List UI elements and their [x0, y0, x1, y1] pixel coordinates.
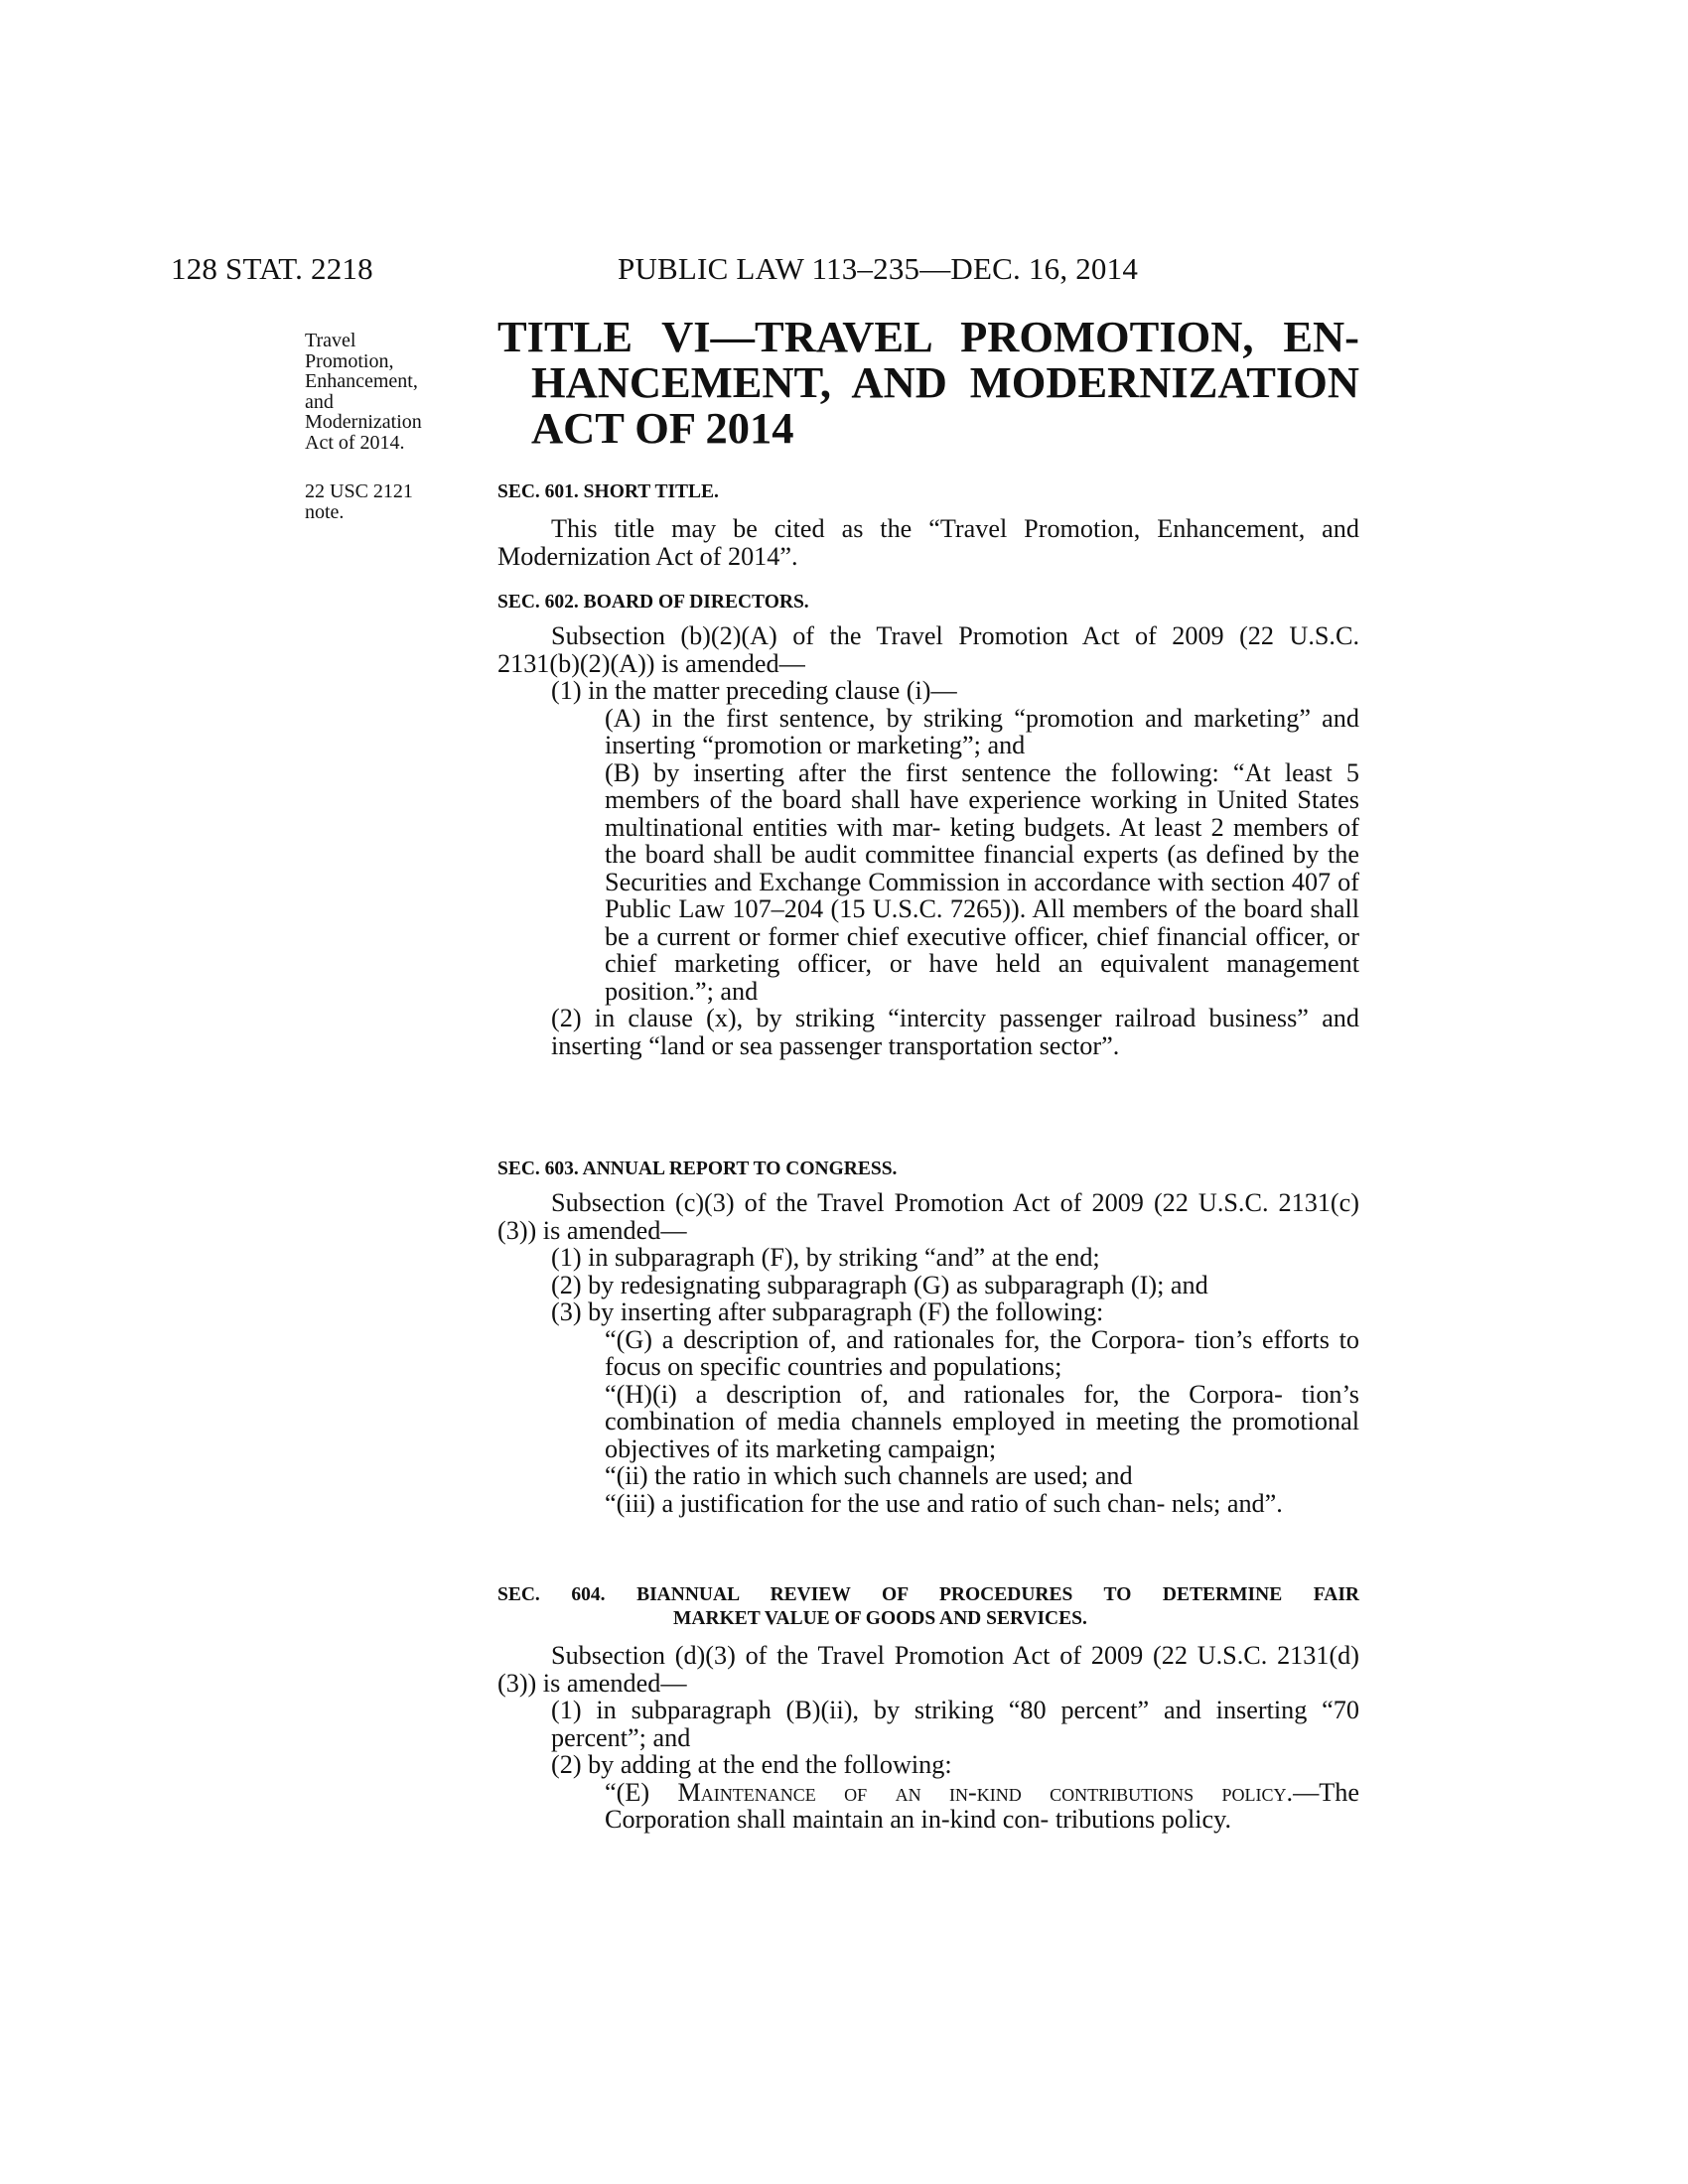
- sidenote-line: note.: [305, 500, 345, 523]
- sec-601-text: This title may be cited as the “Travel Promotion, Enhancement, and Modernization Act of 2014”.: [497, 514, 1359, 571]
- sec-602-para-1: [497, 677, 1359, 705]
- sec-602-intro: Subsection (b)(2)(A) of the Travel Promotion Act of 2009 (22 U.S.C. 2131(b)(2)(A)) is amended—: [497, 621, 1359, 678]
- sidenote-act-name: [305, 331, 464, 453]
- title-line-1: TITLE VI—TRAVEL PROMOTION, EN-: [497, 312, 1359, 361]
- public-law-header: PUBLIC LAW 113–235—DEC. 16, 2014: [618, 251, 1139, 286]
- sec-604-quote-E-heading: Maintenance of an in-kind contributions policy.: [677, 1777, 1294, 1807]
- sec-603-quote-G: “(G) a description of, and rationales for, the Corpora- tion’s efforts to focus on specific countries and populations;: [605, 1324, 1359, 1381]
- sec-602-para-2: (2) in clause (x), by striking “intercity passenger railroad business” and inserting “land or sea passenger transportation sector”.: [551, 1004, 1359, 1060]
- sidenote-line: Enhancement,: [305, 370, 418, 392]
- sec-603-para-1: (1) in subparagraph (F), by striking “and” at the end;: [551, 1243, 1100, 1272]
- sec-604-quote-E-text: —The Corporation shall maintain an in-kind con- tributions policy.: [605, 1777, 1360, 1834]
- page-stat-citation: 128 STAT. 2218: [171, 251, 373, 286]
- sec-602-heading: SEC. 602. BOARD OF DIRECTORS.: [497, 592, 809, 613]
- sec-603-para-2: (2) by redesignating subparagraph (G) as subparagraph (I); and: [551, 1270, 1208, 1299]
- sidenote-usc: [305, 481, 464, 522]
- sec-602-para-1-text: (1) in the matter preceding clause (i)—: [551, 676, 957, 705]
- sidenote-line: 22 USC 2121: [305, 480, 413, 502]
- sec-602-body: [497, 622, 1359, 1059]
- sec-603-intro: Subsection (c)(3) of the Travel Promotion Act of 2009 (22 U.S.C. 2131(c)(3)) is amended—: [497, 1188, 1359, 1245]
- sec-603-quote-ii: “(ii) the ratio in which such channels are used; and: [605, 1461, 1133, 1490]
- title-line-2: HANCEMENT, AND MODERNIZATION: [531, 357, 1359, 407]
- sec-602-para-B: (B) by inserting after the first sentence the following: “At least 5 members of the board shall have experience working in United States multinational entities with mar- keting budgets. At least 2 members of the board shall be audit committee financial experts (as defined by the Securities and Exchange Commission in accordance with section 407 of Public Law 107–204 (15 U.S.C. 7265)). All members of the board shall be a current or former chief executive officer, chief financial officer, or chief marketing officer, or have held an equivalent management position.”; and: [605, 757, 1359, 1006]
- sec-603-body: [497, 1189, 1359, 1517]
- title-heading: [497, 314, 1359, 451]
- sidenote-line: Promotion,: [305, 349, 394, 372]
- sec-604-heading-line-1: SEC. 604. BIANNUAL REVIEW OF PROCEDURES TO DETERMINE FAIR: [497, 1584, 1359, 1605]
- sec-604-heading-line-2: MARKET VALUE OF GOODS AND SERVICES.: [673, 1608, 1087, 1629]
- sec-604-body: [497, 1642, 1359, 1834]
- sidenote-line: Travel: [305, 330, 356, 351]
- sec-601-body: [497, 515, 1359, 570]
- sec-604-para-1: (1) in subparagraph (B)(ii), by striking “80 percent” and inserting “70 percent”; and: [551, 1696, 1359, 1752]
- title-line-3: ACT OF 2014: [531, 403, 794, 453]
- sidenote-line: Act of 2014.: [305, 431, 405, 454]
- sidenote-line: and: [305, 390, 334, 413]
- sec-604-quote-E: [497, 1779, 1359, 1834]
- sec-604-para-2: (2) by adding at the end the following:: [551, 1750, 952, 1779]
- sec-604-heading: [497, 1583, 1359, 1631]
- sec-603-heading: SEC. 603. ANNUAL REPORT TO CONGRESS.: [497, 1159, 898, 1179]
- sec-603-para-3: (3) by inserting after subparagraph (F) the following:: [551, 1297, 1104, 1326]
- sec-604-quote-E-label: “(E): [605, 1777, 678, 1807]
- sec-604-intro: Subsection (d)(3) of the Travel Promotion Act of 2009 (22 U.S.C. 2131(d)(3)) is amended—: [497, 1641, 1359, 1698]
- sec-603-quote-iii: “(iii) a justification for the use and ratio of such chan- nels; and”.: [605, 1488, 1283, 1518]
- sec-602-para-A: (A) in the first sentence, by striking “promotion and marketing” and inserting “promotion or marketing”; and: [605, 703, 1359, 759]
- sec-603-quote-H: “(H)(i) a description of, and rationales for, the Corpora- tion’s combination of media channels employed in meeting the promotional objectives of its marketing campaign;: [605, 1379, 1359, 1463]
- sec-601-heading: SEC. 601. SHORT TITLE.: [497, 481, 719, 502]
- sidenote-line: Modernization: [305, 411, 422, 433]
